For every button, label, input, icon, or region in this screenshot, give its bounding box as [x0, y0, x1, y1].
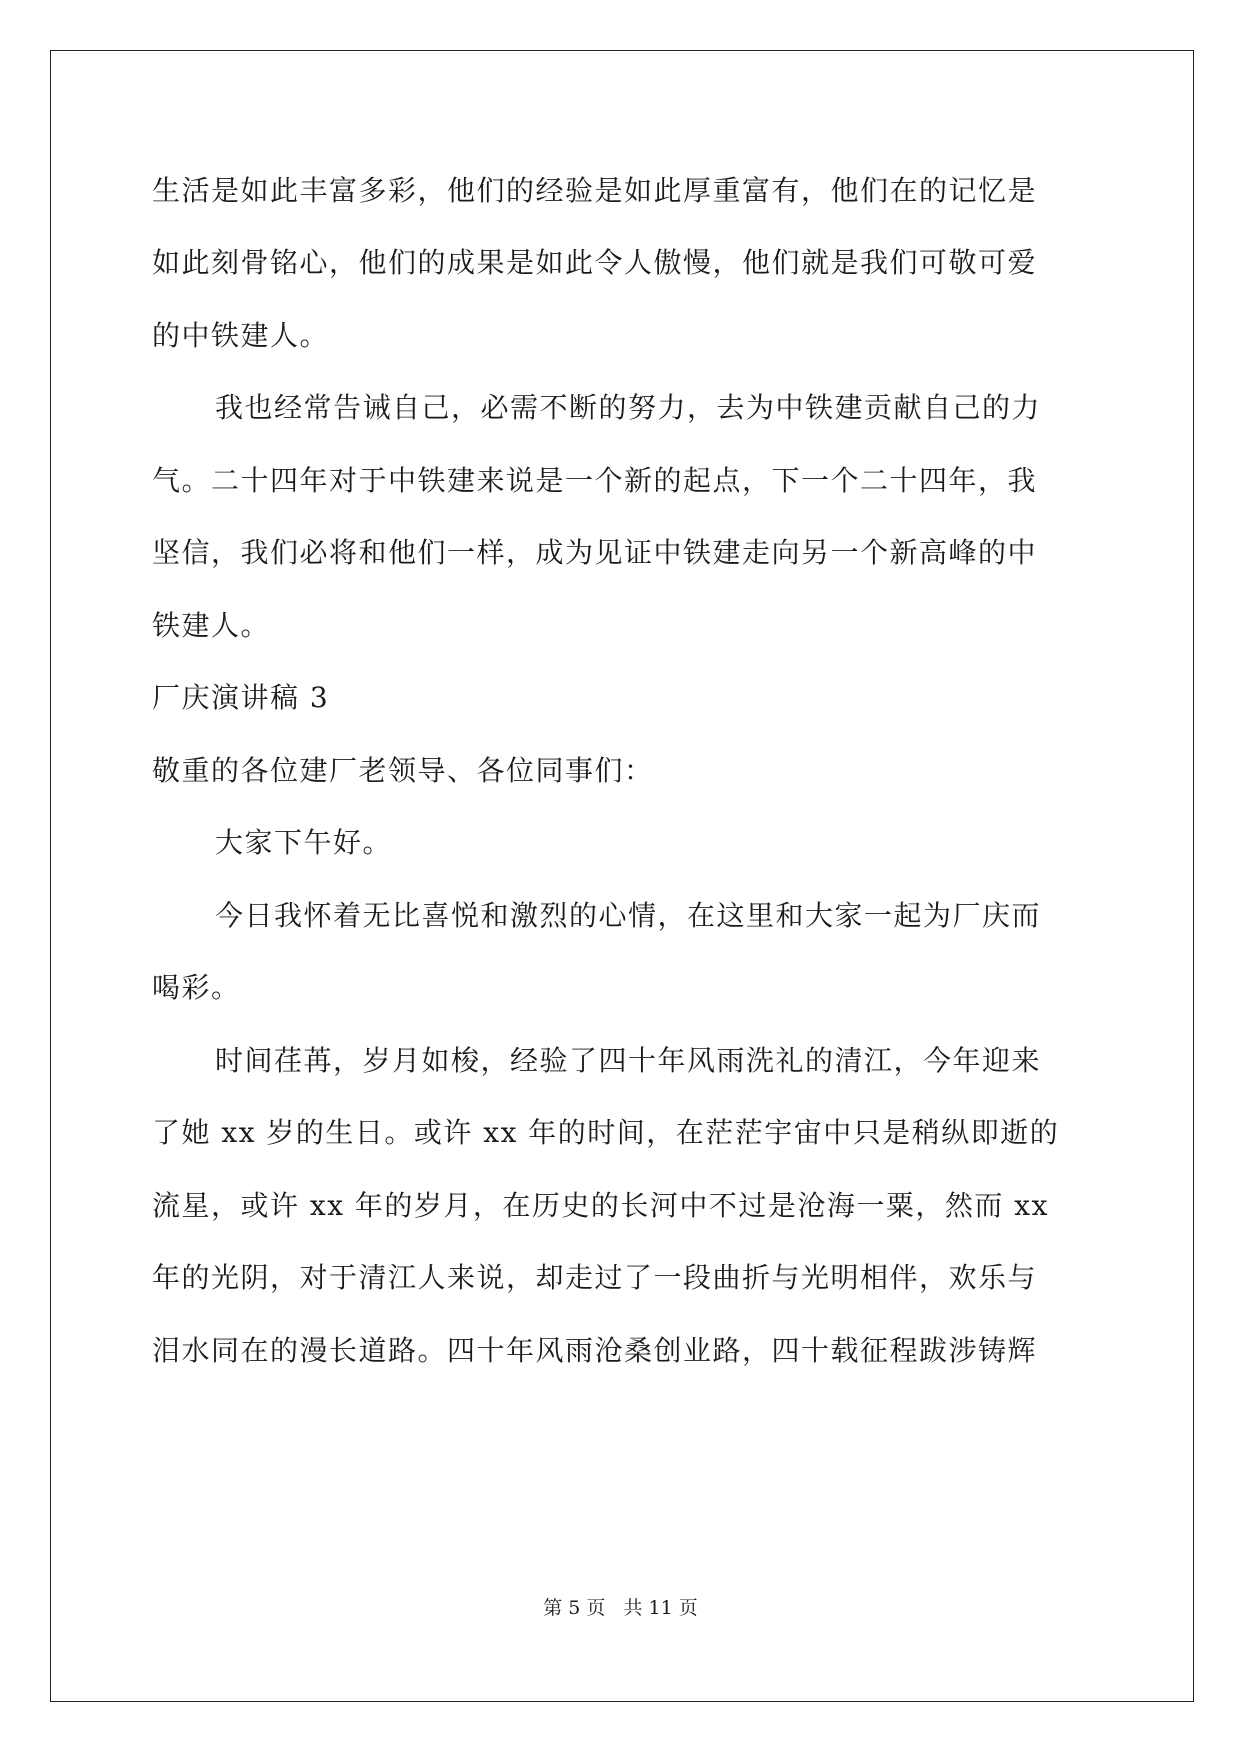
text-line: 喝彩。	[152, 971, 241, 1004]
text-line: 了她 xx 岁的生日。或许 xx 年的时间，在茫茫宇宙中只是稍纵即逝的	[152, 1116, 1060, 1149]
text-line: 的中铁建人。	[152, 319, 330, 352]
text-line: 我也经常告诫自己，必需不断的努力，去为中铁建贡献自己的力	[215, 391, 1042, 424]
text-line: 流星，或许 xx 年的岁月，在历史的长河中不过是沧海一粟，然而 xx	[152, 1189, 1049, 1222]
text-line: 今日我怀着无比喜悦和激烈的心情，在这里和大家一起为厂庆而	[215, 899, 1042, 932]
text-line: 气。二十四年对于中铁建来说是一个新的起点，下一个二十四年，我	[152, 464, 1038, 497]
text-line: 坚信，我们必将和他们一样，成为见证中铁建走向另一个新高峰的中	[152, 536, 1038, 569]
page-number-footer: 第 5 页 共 11 页	[543, 1597, 698, 1619]
text-line: 如此刻骨铭心，他们的成果是如此令人傲慢，他们就是我们可敬可爱	[152, 246, 1038, 279]
text-line: 年的光阴，对于清江人来说，却走过了一段曲折与光明相伴，欢乐与	[152, 1261, 1038, 1294]
greeting: 大家下午好。	[215, 826, 393, 859]
text-line: 时间荏苒，岁月如梭，经验了四十年风雨洗礼的清江，今年迎来	[215, 1044, 1042, 1077]
text-line: 铁建人。	[152, 609, 271, 642]
section-heading: 厂庆演讲稿 3	[152, 681, 330, 714]
text-line: 泪水同在的漫长道路。四十年风雨沧桑创业路，四十载征程跋涉铸辉	[152, 1334, 1038, 1367]
salutation: 敬重的各位建厂老领导、各位同事们：	[152, 754, 654, 787]
text-line: 生活是如此丰富多彩，他们的经验是如此厚重富有，他们在的记忆是	[152, 174, 1038, 207]
page-border	[50, 50, 1194, 1702]
